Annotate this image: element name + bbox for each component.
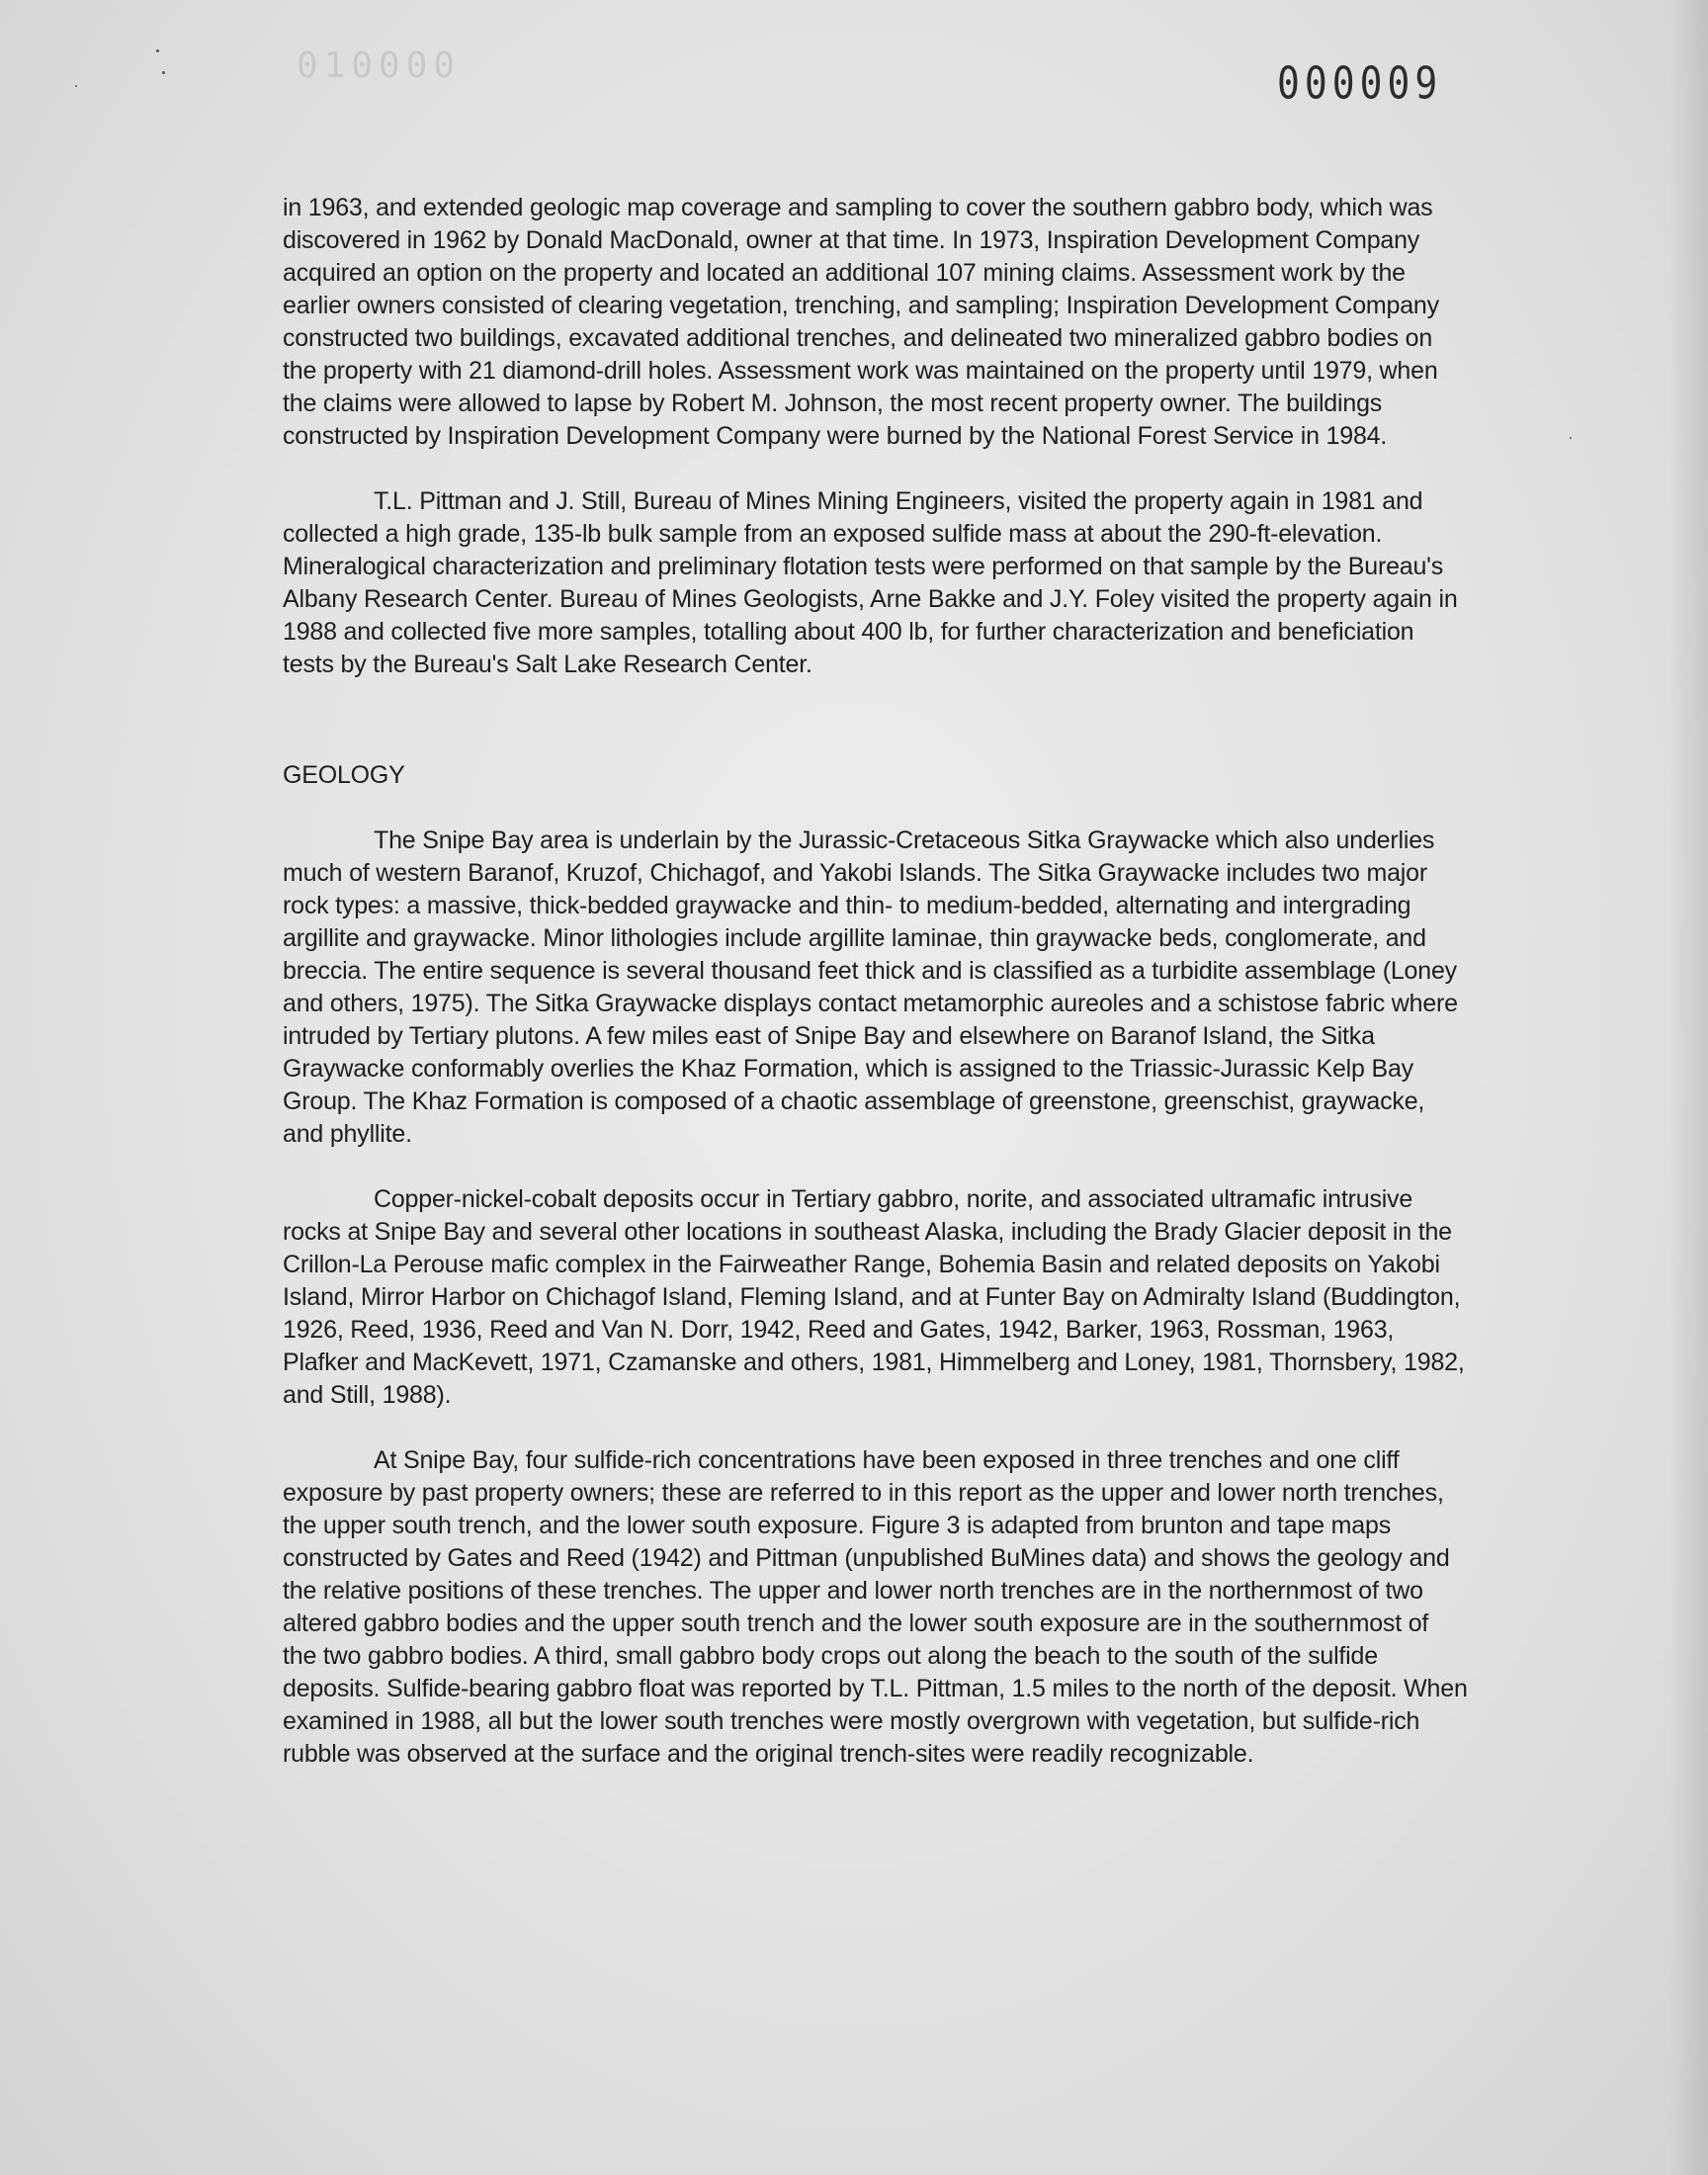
- scan-speck: [162, 71, 165, 74]
- scan-edge-shadow: [1668, 0, 1708, 2175]
- page-number: 000009: [1277, 57, 1443, 109]
- bleed-through-page-number: 010000: [297, 45, 462, 86]
- paragraph-snipe-bay-trenches: At Snipe Bay, four sulfide-rich concentrations have been exposed in three trenches and one cliff exposure by past property owners; these are referred to in this report as the upper and lower north trenches, the upper south trench, and the lower south exposure. Figure 3 is adapted from brunton and tape maps constructed by Gates and Reed (1942) and Pittman (unpublished BuMines data) and shows the geology and the relative positions of these trenches. The upper and lower north trenches are in the northernmost of two altered gabbro bodies and the upper south trench and the lower south exposure are in the southernmost of the two gabbro bodies. A third, small gabbro body crops out along the beach to the south of the sulfide deposits. Sulfide-bearing gabbro float was reported by T.L. Pittman, 1.5 miles to the north of the deposit. When examined in 1988, all but the lower south trenches were mostly overgrown with vegetation, but sulfide-rich rubble was observed at the surface and the original trench-sites were readily recognizable.: [283, 1446, 1468, 1768]
- paragraph-copper-nickel-deposits: Copper-nickel-cobalt deposits occur in Tertiary gabbro, norite, and associated ultramafic intrusive rocks at Snipe Bay and several other locations in southeast Alaska, including the Brady Glacier deposit in the Crillon-La Perouse mafic complex in the Fairweather Range, Bohemia Basin and related deposits on Yakobi Island, Mirror Harbor on Chichagof Island, Fleming Island, and at Funter Bay on Admiralty Island (Buddington, 1926, Reed, 1936, Reed and Van N. Dorr, 1942, Reed and Gates, 1942, Barker, 1963, Rossman, 1963, Plafker and MacKevett, 1971, Czamanske and others, 1981, Himmelberg and Loney, 1981, Thornsbery, 1982, and Still, 1988).: [283, 1185, 1465, 1409]
- paragraph-history-continued: in 1963, and extended geologic map coverage and sampling to cover the southern gabbro body, which was discovered in 1962 by Donald MacDonald, owner at that time. In 1973, Inspiration Development Company acquired an option on the property and located an additional 107 mining claims. Assessment work by the earlier owners consisted of clearing vegetation, trenching, and sampling; Inspiration Development Company constructed two buildings, excavated additional trenches, and delineated two mineralized gabbro bodies on the property with 21 diamond-drill holes. Assessment work was maintained on the property until 1979, when the claims were allowed to lapse by Robert M. Johnson, the most recent property owner. The buildings constructed by Inspiration Development Company were burned by the National Forest Service in 1984.: [283, 194, 1439, 450]
- paragraph-sitka-graywacke: The Snipe Bay area is underlain by the Jurassic-Cretaceous Sitka Graywacke which also underlies much of western Baranof, Kruzof, Chichagof, and Yakobi Islands. The Sitka Graywacke includes two major rock types: a massive, thick-bedded graywacke and thin- to medium-bedded, alternating and intergrading argillite and graywacke. Minor lithologies include argillite laminae, thin graywacke beds, conglomerate, and breccia. The entire sequence is several thousand feet thick and is classified as a turbidite assemblage (Loney and others, 1975). The Sitka Graywacke displays contact metamorphic aureoles and a schistose fabric where intruded by Tertiary plutons. A few miles east of Snipe Bay and elsewhere on Baranof Island, the Sitka Graywacke conformably overlies the Khaz Formation, which is assigned to the Triassic-Jurassic Kelp Bay Group. The Khaz Formation is composed of a chaotic assemblage of greenstone, greenschist, graywacke, and phyllite.: [283, 826, 1458, 1148]
- scan-speck: [75, 85, 77, 87]
- scan-speck: [156, 49, 159, 52]
- paragraph-bureau-visits: T.L. Pittman and J. Still, Bureau of Mines Mining Engineers, visited the property again in 1981 and collected a high grade, 135-lb bulk sample from an exposed sulfide mass at about the 290-ft-elevation. Mineralogical characterization and preliminary flotation tests were performed on that sample by the Bureau's Albany Research Center. Bureau of Mines Geologists, Arne Bakke and J.Y. Foley visited the property again in 1988 and collected five more samples, totalling about 400 lb, for further characterization and beneficiation tests by the Bureau's Salt Lake Research Center.: [283, 487, 1458, 678]
- scan-speck: [1570, 437, 1572, 439]
- body-text: [283, 192, 1469, 1771]
- section-heading-geology: GEOLOGY: [283, 761, 405, 789]
